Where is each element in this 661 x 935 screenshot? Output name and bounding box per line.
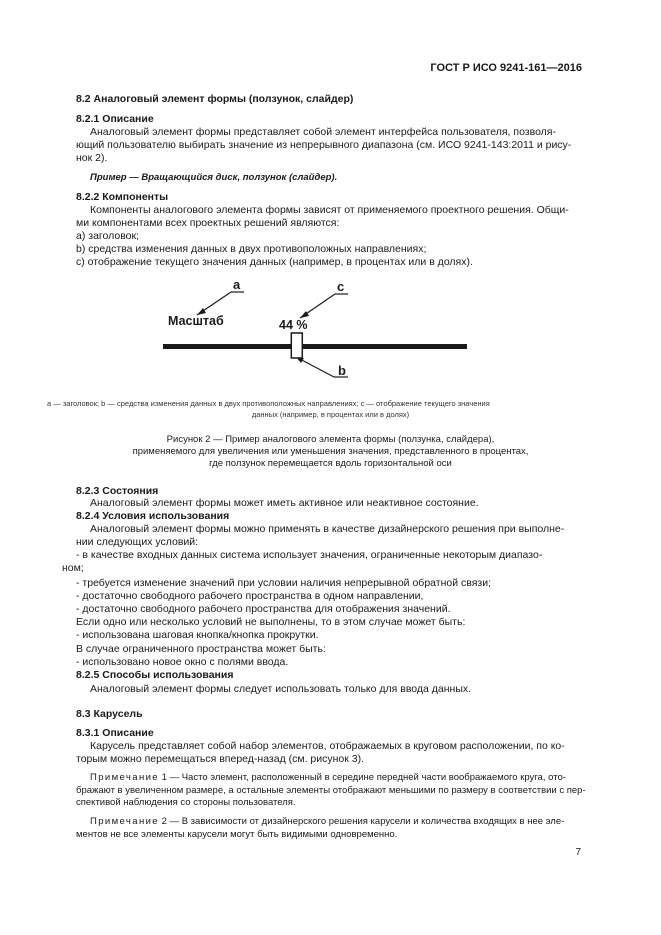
list-item: - достаточно свободного рабочего пространства для отображения значений. bbox=[76, 603, 451, 615]
list-item: - в качестве входных данных система использует значения, ограниченные некоторым диапазо- bbox=[76, 549, 543, 561]
slider-thumb[interactable] bbox=[291, 333, 302, 358]
figure-label-a: a bbox=[233, 278, 241, 292]
list-item: - использовано новое окно с полями ввода. bbox=[76, 656, 289, 668]
list-item: a) заголовок; bbox=[76, 230, 140, 242]
figure-caption-line: где ползунок перемещается вдоль горизонтальной оси bbox=[209, 458, 452, 469]
note-label: Примечание bbox=[90, 816, 159, 827]
list-item: c) отображение текущего значения данных (например, в процентах или в долях). bbox=[76, 256, 473, 268]
note-1-line: бражают в увеличенном размере, а остальные элементы отображают меньшими по размеру в соответствии с пер- bbox=[76, 785, 586, 796]
document-header-title: ГОСТ Р ИСО 9241-161—2016 bbox=[430, 62, 582, 74]
list-item: - требуется изменение значений при условии наличия непрерывной обратной связи; bbox=[76, 577, 491, 589]
note-2-line: ментов не все элементы карусели могут быть видимыми одновременно. bbox=[76, 829, 398, 840]
note-1-line bbox=[90, 772, 566, 785]
slider-figure bbox=[0, 278, 661, 388]
note-2-line bbox=[90, 816, 564, 829]
section-8-2-2-heading: 8.2.2 Компоненты bbox=[76, 191, 169, 203]
paragraph-line: Компоненты аналогового элемента формы зависят от применяемого проектного решения. Общи- bbox=[90, 204, 569, 216]
note-label: Примечание bbox=[90, 772, 159, 783]
paragraph-line: ми компонентами всех проектных решений являются: bbox=[76, 217, 340, 229]
paragraph-line: торым можно перемещаться вперед-назад (см. рисунок 3). bbox=[76, 753, 365, 765]
page-number: 7 bbox=[575, 847, 581, 858]
paragraph-line: нок 2). bbox=[76, 152, 108, 164]
figure-legend-line: данных (например, в процентах или в долях) bbox=[251, 410, 410, 419]
paragraph-line: Если одно или несколько условий не выполнены, то в этом случае может быть: bbox=[76, 616, 466, 628]
list-item: ном; bbox=[62, 562, 84, 574]
list-item: - достаточно свободного рабочего пространства в одном направлении, bbox=[76, 590, 424, 602]
figure-legend-line: a — заголовок; b — средства изменения данных в двух противоположных направлениях; c — отображение текущего значения bbox=[47, 399, 490, 408]
section-8-2-heading: 8.2 Аналоговый элемент формы (ползунок, слайдер) bbox=[76, 93, 354, 105]
section-8-3-heading: 8.3 Карусель bbox=[76, 708, 143, 720]
section-8-2-4-heading: 8.2.4 Условия использования bbox=[76, 510, 230, 522]
note-1-line: спективой наблюдения со стороны пользователя. bbox=[76, 797, 296, 808]
note-text: 1 — Часто элемент, расположенный в середине передней части воображаемого круга, ото- bbox=[161, 772, 566, 783]
section-8-2-5-heading: 8.2.5 Способы использования bbox=[76, 669, 234, 681]
section-8-2-1-heading: 8.2.1 Описание bbox=[76, 113, 154, 125]
note-text: 2 — В зависимости от дизайнерского решения карусели и количества входящих в нее эле- bbox=[161, 816, 565, 827]
paragraph-line: Аналоговый элемент формы может иметь активное или неактивное состояние. bbox=[90, 497, 479, 509]
paragraph-line: В случае ограниченного пространства может быть: bbox=[76, 643, 326, 655]
list-item: - использована шаговая кнопка/кнопка прокрутки. bbox=[76, 629, 319, 641]
paragraph-line: ющий пользователю выбирать значение из непрерывного диапазона (см. ИСО 9241-143:2011 и рису- bbox=[76, 139, 572, 151]
list-item: b) средства изменения данных в двух противоположных направлениях; bbox=[76, 243, 427, 255]
figure-caption-line: Рисунок 2 — Пример аналогового элемента формы (ползунка, слайдера), bbox=[166, 434, 495, 445]
figure-label-b: b bbox=[338, 363, 346, 378]
paragraph-line: Аналоговый элемент формы представляет собой элемент интерфейса пользователя, позволя- bbox=[90, 126, 556, 138]
example-text: Пример — Вращающийся диск, ползунок (слайдер). bbox=[90, 172, 338, 183]
paragraph-line: нии следующих условий: bbox=[76, 536, 199, 548]
figure-label-c: c bbox=[337, 279, 345, 294]
paragraph-line: Карусель представляет собой набор элементов, отображаемых в круговом расположении, по ко- bbox=[90, 740, 565, 752]
paragraph-line: Аналоговый элемент формы можно применять в качестве дизайнерского решения при выполне- bbox=[90, 523, 565, 535]
slider-track bbox=[163, 344, 467, 349]
paragraph-line: Аналоговый элемент формы следует использовать только для ввода данных. bbox=[90, 683, 472, 695]
section-8-2-3-heading: 8.2.3 Состояния bbox=[76, 485, 159, 497]
slider-title: Масштаб bbox=[168, 314, 224, 328]
slider-value-display: 44 % bbox=[279, 318, 308, 332]
section-8-3-1-heading: 8.3.1 Описание bbox=[76, 727, 154, 739]
figure-caption-line: применяемого для увеличения или уменьшения значения, представленного в процентах, bbox=[132, 446, 529, 457]
